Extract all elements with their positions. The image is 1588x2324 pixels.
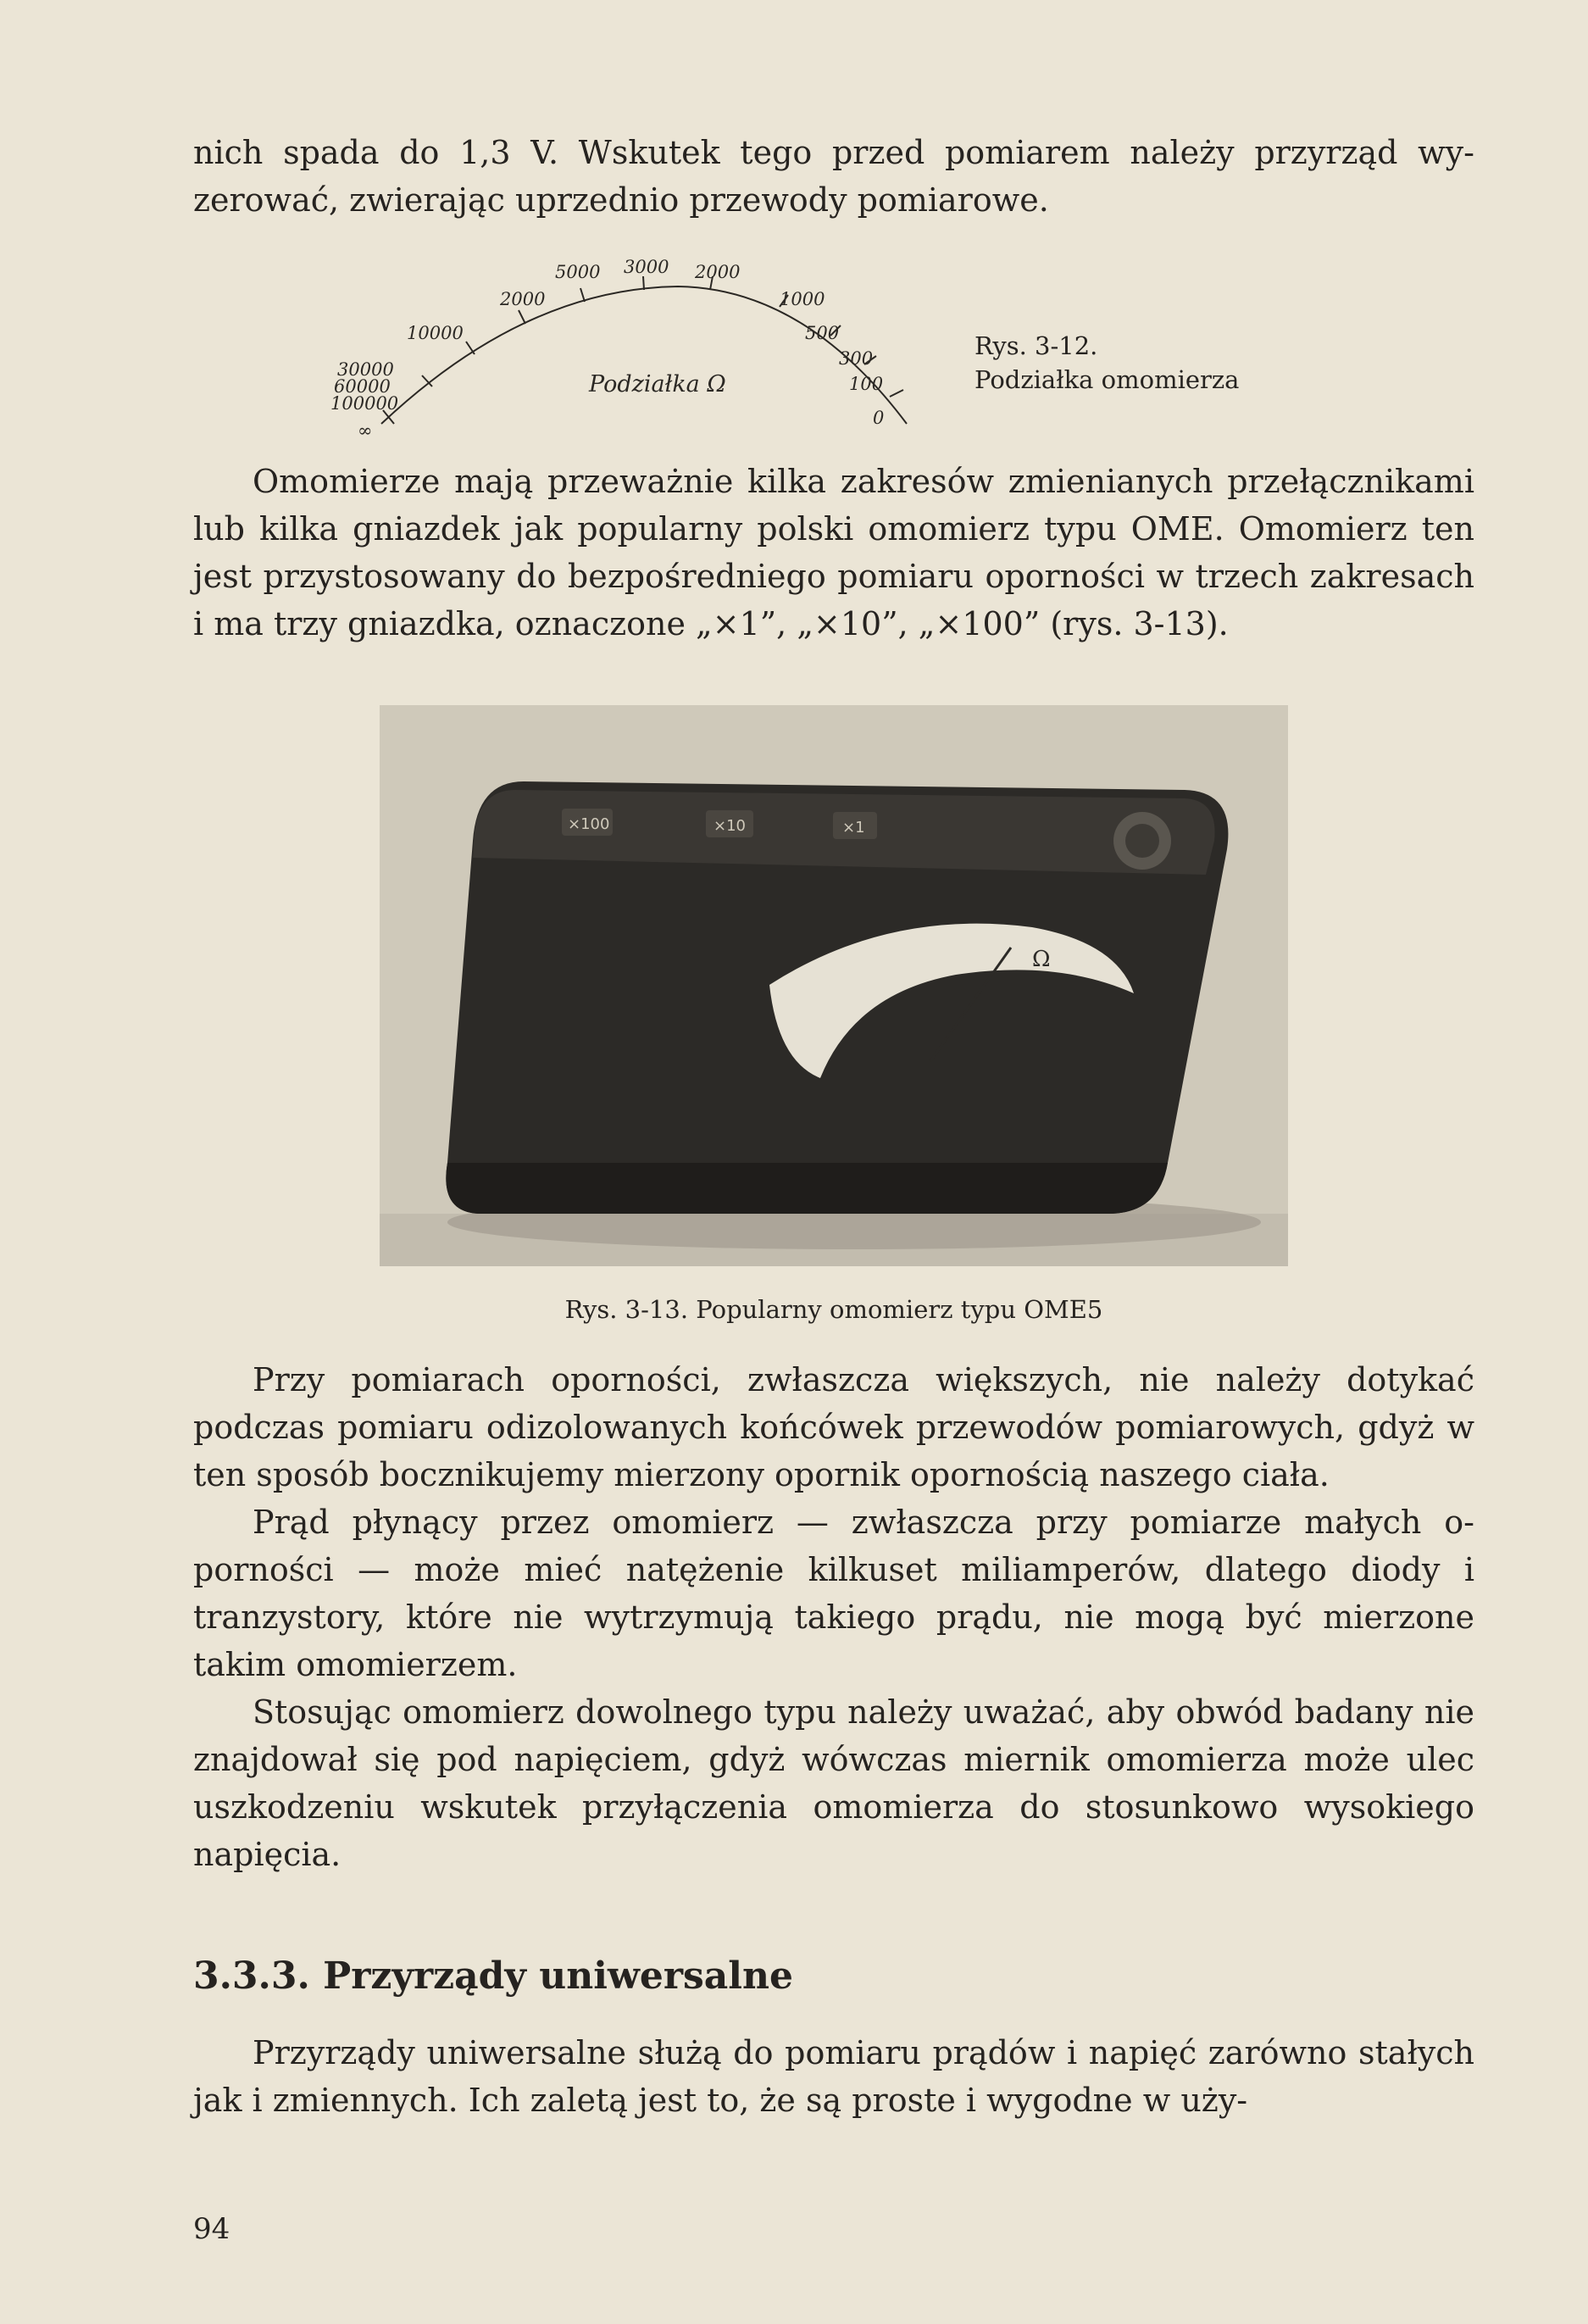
scale-mark-12: 100 — [849, 374, 884, 394]
scale-mark-0: ∞ — [358, 420, 373, 441]
figure-3-12-caption-text: Podziałka omomierza — [974, 365, 1240, 394]
scale-mark-7: 3000 — [624, 257, 669, 277]
intro-paragraph — [193, 129, 1474, 224]
figure-3-12-label: Rys. 3-12. — [974, 331, 1098, 360]
socket-label-x10: ×10 — [713, 817, 746, 835]
adjust-knob — [1113, 812, 1171, 870]
scale-mark-9: 1000 — [780, 289, 825, 309]
ome5-ohmmeter-photo — [380, 705, 1288, 1266]
range-socket-x100 — [562, 809, 613, 836]
scale-mark-10: 500 — [805, 323, 840, 343]
main-paragraphs — [193, 1356, 1474, 1878]
ohmmeter-scale-figure — [330, 254, 941, 449]
scale-mark-8: 2000 — [695, 262, 741, 282]
scale-mark-1: 100000 — [330, 393, 399, 414]
closing-paragraph-text: Przyrządy uniwersalne służą do pomiaru prądów i napięć zarówno stałych jak i zmiennych. Ich zaletą jest to, że są proste i wygodne w uży- — [193, 2034, 1474, 2119]
dial-ohm-symbol: Ω — [1032, 947, 1051, 972]
scale-title: Podziałka Ω — [589, 371, 726, 398]
scale-mark-3: 30000 — [337, 359, 394, 380]
paragraph-current-diodes: Prąd płynący przez omomierz — zwłaszcza przy pomiarze małych oporności — może mieć natężenie kilkuset miliamperów, dlatego diody i tranzystory, które nie wytrzymują takiego prądu, nie mogą być mierzone takim omomierzem. — [193, 1504, 1474, 1683]
ranges-paragraph-text: Omomierze mają przeważnie kilka zakresów zmienianych przełącznikami lub kilka gniazdek jak popularny polski omomierz typu OME. Omomierz ten jest przystosowany do bezpośredniego pomiaru oporności w trzech zakresach i ma trzy gniazdka, oznaczone „×1”, „×10”, „×100” (rys. 3-13). — [193, 463, 1474, 642]
figure-3-13-caption: Rys. 3-13. Popularny omomierz typu OME5 — [564, 1295, 1103, 1324]
scale-mark-2: 60000 — [334, 376, 391, 397]
page-number: 94 — [193, 2212, 230, 2246]
scale-mark-6: 5000 — [555, 262, 601, 282]
section-heading: 3.3.3. Przyrządy uniwersalne — [193, 1954, 793, 1998]
socket-label-x100: ×100 — [568, 815, 610, 833]
scale-mark-5: 2000 — [500, 289, 546, 309]
ranges-paragraph — [193, 458, 1474, 648]
closing-paragraph — [193, 2029, 1474, 2124]
intro-paragraph-text: nich spada do 1,3 V. Wskutek tego przed pomiarem należy przyrząd wyzerować, zwierając uprzednio przewody pomiarowe. — [193, 134, 1474, 219]
range-socket-x10 — [706, 810, 753, 837]
socket-label-x1: ×1 — [842, 819, 865, 837]
scale-arc — [381, 286, 907, 424]
scale-mark-11: 300 — [839, 348, 874, 369]
paragraph-voltage-warning: Stosując omomierz dowolnego typu należy uważać, aby obwód badany nie znajdował się pod napięciem, gdyż wówczas miernik omomierza może ulec uszkodzeniu wskutek przyłączenia omomierza do stosunkowo wysokiego napięcia. — [193, 1693, 1474, 1873]
figure-3-12-caption — [974, 329, 1296, 397]
scale-mark-13: 0 — [873, 408, 885, 428]
scale-mark-4: 10000 — [407, 323, 464, 343]
range-socket-x1 — [833, 812, 877, 839]
paragraph-touching-leads: Przy pomiarach oporności, zwłaszcza większych, nie należy dotykać podczas pomiaru odizolowanych końcówek przewodów pomiarowych, gdyż w ten sposób bocznikujemy mierzony opornik opornością naszego ciała. — [193, 1361, 1474, 1493]
